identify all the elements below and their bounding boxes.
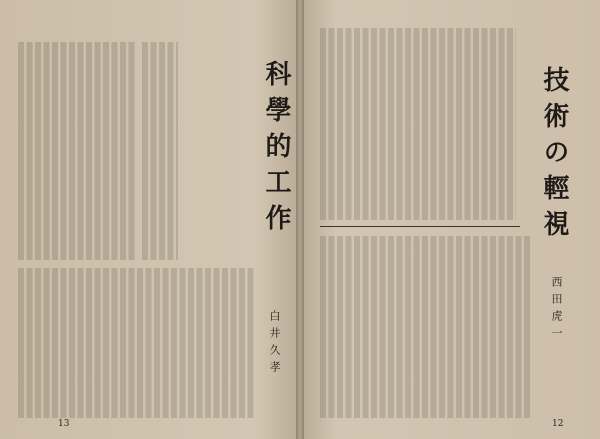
right-bottom-text-block bbox=[320, 236, 532, 418]
left-page-number: 13 bbox=[58, 419, 70, 429]
right-article-title: 技術の輕視 bbox=[539, 66, 569, 246]
right-author: 西田虎一 bbox=[550, 276, 563, 344]
left-article-title: 科學的工作 bbox=[261, 60, 291, 240]
left-bottom-text-block bbox=[18, 268, 256, 418]
right-page-number: 12 bbox=[552, 419, 564, 429]
left-top-right-text-block bbox=[142, 42, 178, 260]
right-page bbox=[300, 0, 600, 439]
right-section-rule bbox=[320, 226, 520, 227]
left-author: 白井久孝 bbox=[268, 310, 281, 378]
right-top-text-block bbox=[320, 28, 516, 220]
left-top-main-text-block bbox=[18, 42, 136, 260]
book-gutter bbox=[296, 0, 304, 439]
